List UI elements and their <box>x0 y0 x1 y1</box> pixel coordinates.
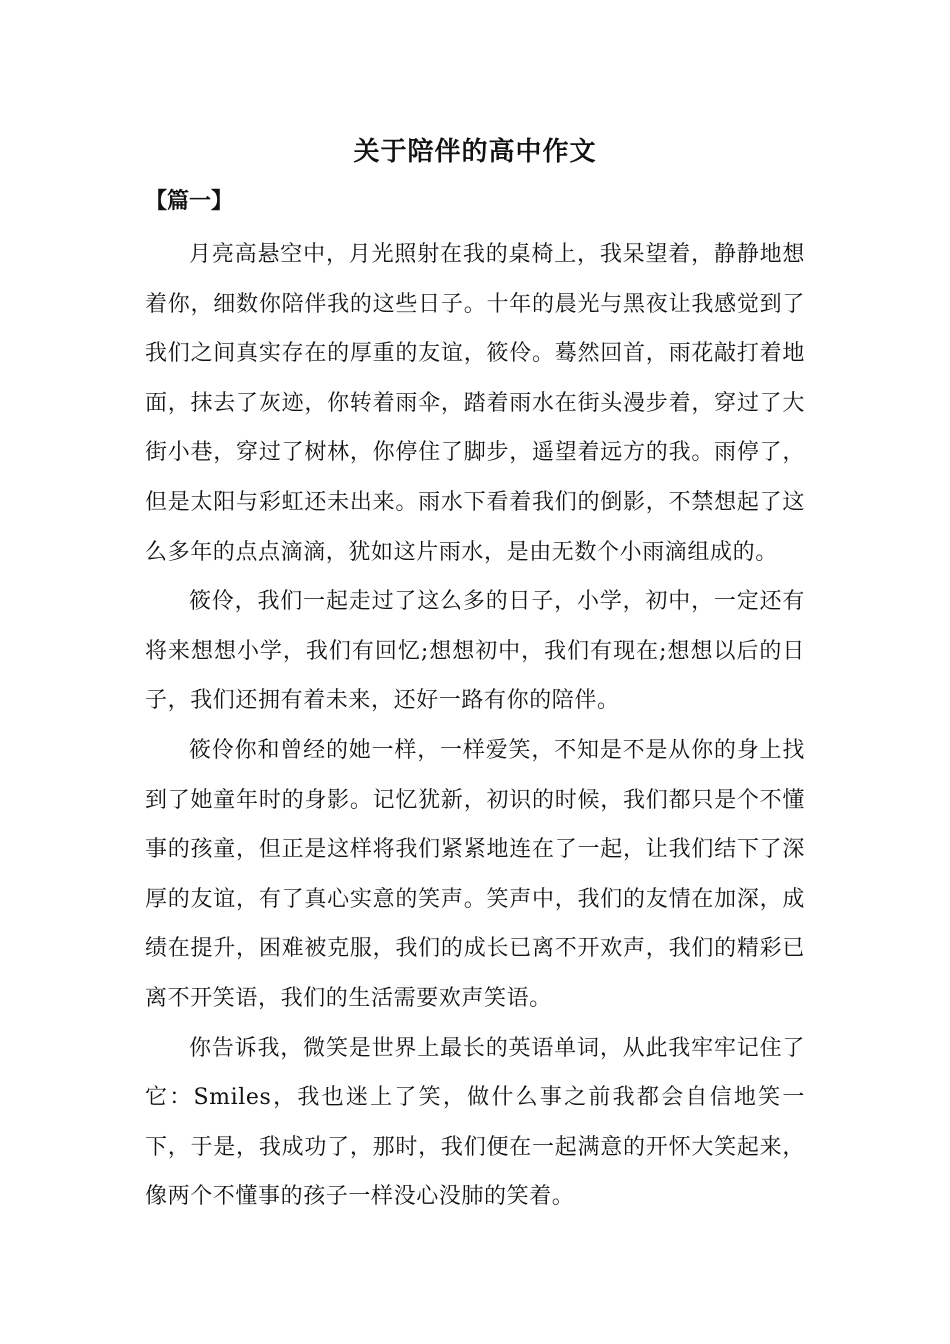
paragraph-1: 月亮高悬空中，月光照射在我的桌椅上，我呆望着，静静地想着你，细数你陪伴我的这些日子。十年的晨光与黑夜让我感觉到了我们之间真实存在的厚重的友谊，筱伶。蓦然回首，雨花敲打着地面，抹去了灰迹，你转着雨伞，踏着雨水在街头漫步着，穿过了大街小巷，穿过了树林，你停住了脚步，遥望着远方的我。雨停了，但是太阳与彩虹还未出来。雨水下看着我们的倒影，不禁想起了这么多年的点点滴滴，犹如这片雨水，是由无数个小雨滴组成的。 <box>145 242 805 565</box>
paragraph-3: 筱伶你和曾经的她一样，一样爱笑，不知是不是从你的身上找到了她童年时的身影。记忆犹新，初识的时候，我们都只是个不懂事的孩童，但正是这样将我们紧紧地连在了一起，让我们结下了深厚的友谊，有了真心实意的笑声。笑声中，我们的友情在加深，成绩在提升，困难被克服，我们的成长已离不开欢声，我们的精彩已离不开笑语，我们的生活需要欢声笑语。 <box>145 737 805 1011</box>
document-title: 关于陪伴的高中作文 <box>353 137 597 167</box>
paragraph-4: 你告诉我，微笑是世界上最长的英语单词，从此我牢牢记住了它：Smiles，我也迷上了笑，做什么事之前我都会自信地笑一下，于是，我成功了，那时，我们便在一起满意的开怀大笑起来，像两个不懂事的孩子一样没心没肺的笑着。 <box>145 1035 805 1210</box>
section-label: 【篇一】 <box>145 188 234 214</box>
paragraph-2: 筱伶，我们一起走过了这么多的日子，小学，初中，一定还有将来想想小学，我们有回忆;想想初中，我们有现在;想想以后的日子，我们还拥有着未来，还好一路有你的陪伴。 <box>145 589 805 714</box>
